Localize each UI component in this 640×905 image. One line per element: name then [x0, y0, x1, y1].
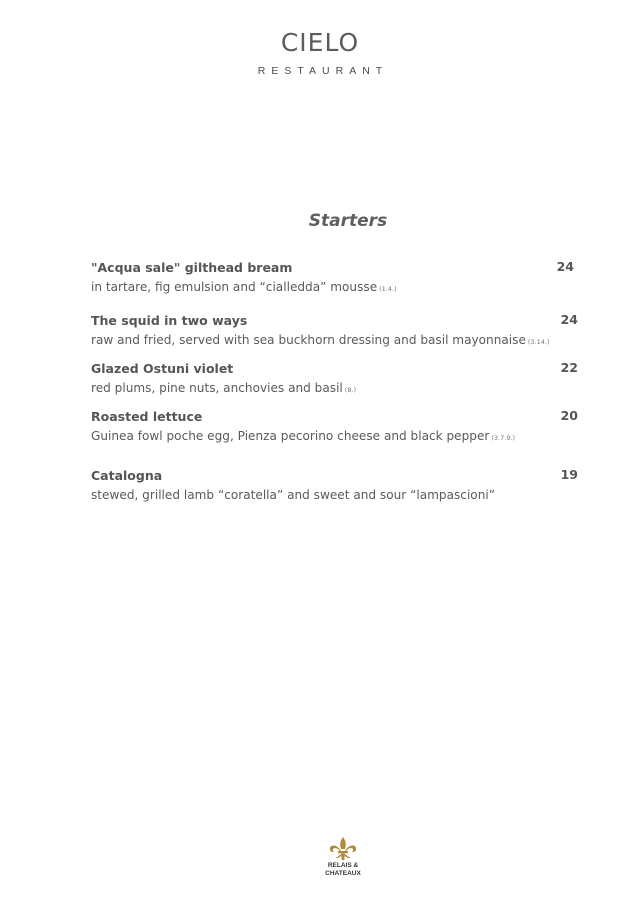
- menu-item-header: [91, 258, 578, 276]
- dish-name: The squid in two ways: [91, 313, 248, 328]
- menu-item-header: [91, 466, 578, 484]
- dish-name: Catalogna: [91, 468, 163, 483]
- dish-price: 19: [560, 467, 578, 482]
- menu-item: [91, 466, 578, 506]
- dish-description-text: red plums, pine nuts, anchovies and basil: [91, 381, 343, 395]
- dish-name: Roasted lettuce: [91, 409, 203, 424]
- fleur-de-lis-icon: [328, 836, 358, 862]
- dish-description-text: stewed, grilled lamb “coratella” and sweet and sour “lampascioni”: [91, 488, 496, 502]
- allergen-codes: (1.4.): [379, 285, 397, 293]
- dish-description: [91, 278, 578, 298]
- dish-price: 22: [560, 360, 578, 375]
- dish-description-text: Guinea fowl poche egg, Pienza pecorino cheese and black pepper: [91, 429, 490, 443]
- section-title: Starters: [308, 211, 388, 231]
- dish-price: 20: [560, 408, 578, 423]
- dish-description: [91, 379, 578, 399]
- dish-description: [91, 427, 578, 447]
- dish-description: [91, 331, 578, 351]
- menu-item-header: [91, 311, 578, 329]
- allergen-codes: (3.7.9.): [491, 434, 516, 442]
- menu-item: [91, 407, 578, 447]
- allergen-codes: (8.): [344, 386, 357, 394]
- dish-price: 24: [560, 312, 578, 327]
- menu-item: [91, 311, 578, 351]
- menu-item: [91, 359, 578, 399]
- dish-description-text: raw and fried, served with sea buckhorn dressing and basil mayonnaise: [91, 333, 526, 347]
- logo-text-line1: RELAIS &: [327, 862, 359, 869]
- dish-name: Glazed Ostuni violet: [91, 361, 234, 376]
- restaurant-subtitle: RESTAURANT: [257, 65, 389, 77]
- relais-chateaux-logo: [0, 836, 640, 878]
- restaurant-name: CIELO: [280, 28, 360, 57]
- allergen-codes: (3.14.): [527, 338, 550, 346]
- dish-price: 24: [556, 259, 574, 274]
- menu-item-header: [91, 359, 578, 377]
- dish-name: "Acqua sale" gilthead bream: [91, 260, 293, 275]
- menu-item-header: [91, 407, 578, 425]
- menu-item: [91, 258, 578, 298]
- dish-description: [91, 486, 578, 506]
- logo-text-line2: CHATEAUX: [325, 870, 361, 877]
- dish-description-text: in tartare, fig emulsion and “cialledda” mousse: [91, 280, 378, 294]
- restaurant-brand: [0, 28, 640, 77]
